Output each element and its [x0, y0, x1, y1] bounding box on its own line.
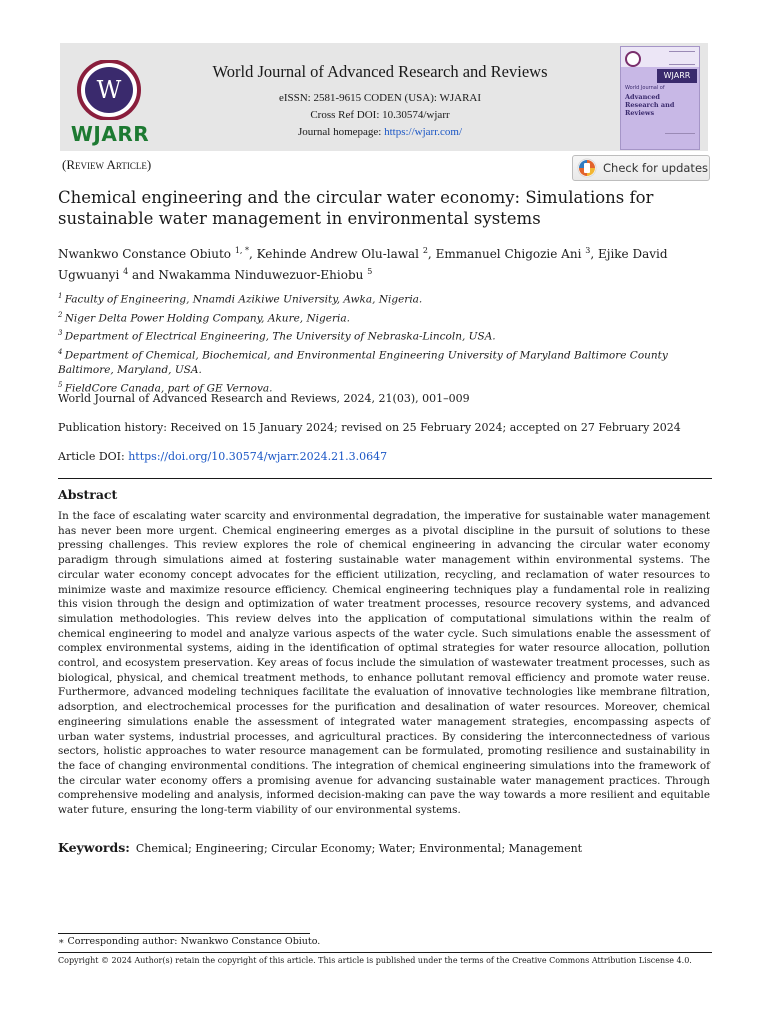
affiliation-text: FieldCore Canada, part of GE Vernova. [64, 382, 273, 395]
affiliation-number: 4 [58, 347, 65, 356]
doi-link[interactable]: https://doi.org/10.30574/wjarr.2024.21.3.0647 [128, 450, 388, 463]
author-name: Nwankwo Constance Obiuto [58, 247, 235, 261]
affiliation-text: Department of Electrical Engineering, The University of Nebraska-Lincoln, USA. [64, 330, 496, 343]
footnote-divider [58, 933, 310, 934]
journal-homepage-link[interactable]: https://wjarr.com/ [384, 126, 463, 138]
cover-logo-icon [625, 51, 641, 67]
affiliation-number: 3 [58, 329, 65, 337]
doi-label: Article DOI: [58, 450, 129, 463]
keywords-list: Chemical; Engineering; Circular Economy; Water; Environmental; Management [135, 842, 583, 855]
abstract-body: In the face of escalating water scarcity and environmental degradation, the imperative for sustainable water management has never been more urgent. Chemical engineering emerges as a pivotal discipline in the pursuit of solutions to these pressing challenges. This review explores the role of chemical engineering in advancing the circular water economy paradigm through simulations aimed at fostering sustainable water management within environmental systems. The circular water economy concept advocates for the efficient utilization, recycling, and reclamation of water resources to minimize waste and maximize resource efficiency. Chemical engineering techniques play a fundamental role in realizing this vision through the design and optimization of water treatment processes, resource recovery systems, and advanced simulation methodologies. This review delves into the application of computational simulations within the realm of chemical engineering to model and analyze various aspects of the water cycle. Such simulations enable the assessment of complex environmental systems, aiding in the identification of optimal strategies for water resource allocation, pollution control, and ecosystem preservation. Key areas of focus include the simulation of wastewater treatment processes, such as biological, physical, and chemical treatment methods, to enhance pollutant removal efficiency and promote water reuse. Furthermore, advanced modeling techniques facilitate the evaluation of innovative technologies like membrane filtration, adsorption, and electrochemical processes for the purification and desalination of water resources. Moreover, chemical engineering simulations enable the assessment of integrated water management strategies, encompassing aspects of urban water systems, industrial processes, and agricultural practices. By considering the interconnectedness of various sectors, holistic approaches to water resource management can be formulated, promoting resilience and sustainability in the face of changing environmental conditions. The integration of chemical engineering simulations into the framework of the circular water economy offers a promising avenue for advancing sustainable water management practices. Through comprehensive modeling and analysis, informed decision-making can pave the way towards a more resilient and equitable water future, ensuring the long-term viability of our environmental systems. [58, 510, 710, 817]
cover-tag: WJARR [657, 69, 697, 83]
author-separator: , [427, 247, 436, 261]
journal-issn: eISSN: 2581-9615 CODEN (USA): WJARAI [278, 92, 482, 104]
article-title: Chemical engineering and the circular water economy: Simulations for sustainable water management in environmental systems [58, 188, 654, 228]
article-doi [58, 450, 387, 463]
cover-decoration [669, 51, 695, 65]
keywords [58, 840, 582, 855]
journal-crossref-doi: Cross Ref DOI: 10.30574/wjarr [310, 109, 450, 121]
author-affiliation-number: 1, * [234, 246, 250, 255]
affiliation-item [58, 363, 698, 378]
author-name: Ejike David Ugwuanyi [58, 247, 668, 282]
affiliation-item [58, 326, 698, 345]
author-affiliation-number: 4 [123, 267, 129, 276]
affiliation-item [58, 289, 698, 308]
affiliation-item [58, 345, 698, 364]
cover-bottom-line [665, 133, 695, 142]
cover-small-text: World Journal of [625, 85, 665, 91]
citation: World Journal of Advanced Research and Reviews, 2024, 21(03), 001–009 [58, 392, 470, 405]
author-separator: and [128, 268, 159, 282]
author-separator: , [590, 247, 598, 261]
journal-homepage-label: Journal homepage: [297, 126, 385, 138]
author-affiliation-number: 2 [422, 246, 428, 255]
divider-top [58, 478, 712, 479]
affiliation-number: 2 [58, 310, 65, 319]
author-name: Kehinde Andrew Olu-lawal [256, 247, 423, 261]
journal-logo-text: WJARR [70, 122, 150, 146]
check-for-updates-button[interactable] [572, 155, 710, 181]
abstract-heading: Abstract [58, 487, 118, 502]
affiliation-item [58, 308, 698, 327]
author-list [58, 242, 698, 284]
author-name: Nwakamma Ninduwezuor-Ehiobu [158, 268, 368, 282]
check-updates-icon [577, 158, 597, 178]
journal-homepage [160, 126, 600, 138]
affiliations [58, 289, 698, 397]
publication-history: Publication history: Received on 15 January 2024; revised on 25 February 2024; accepted on 27 February 2024 [58, 421, 681, 434]
affiliation-text: Faculty of Engineering, Nnamdi Azikiwe University, Awka, Nigeria. [64, 293, 423, 306]
article-type: (Review Article) [62, 157, 152, 172]
divider-bottom [58, 952, 712, 953]
author-name: Emmanuel Chigozie Ani [435, 247, 586, 261]
affiliation-text: Baltimore, Maryland, USA. [58, 364, 202, 376]
journal-logo [72, 60, 146, 120]
journal-name: World Journal of Advanced Research and Reviews [212, 62, 548, 81]
author-affiliation-number: 5 [367, 267, 373, 276]
affiliation-text: Department of Chemical, Biochemical, and Environmental Engineering University of Maryland Baltimore County [64, 349, 668, 361]
copyright-notice: Copyright © 2024 Author(s) retain the copyright of this article. This article is published under the terms of the Creative Commons Attribution Liscense 4.0. [58, 956, 692, 965]
check-updates-label: Check for updates [603, 161, 709, 175]
svg-text:W: W [96, 76, 122, 104]
cover-journal-name: Advanced Research and Reviews [625, 93, 675, 117]
keywords-label: Keywords: [58, 840, 130, 855]
affiliation-number: 5 [58, 381, 65, 389]
author-affiliation-number: 3 [585, 246, 591, 255]
journal-cover-thumbnail [620, 46, 700, 150]
author-separator: , [249, 247, 257, 261]
corresponding-author: ∗ Corresponding author: Nwankwo Constance Obiuto. [58, 936, 321, 947]
affiliation-number: 1 [58, 292, 65, 300]
affiliation-text: Niger Delta Power Holding Company, Akure, Nigeria. [64, 312, 350, 324]
